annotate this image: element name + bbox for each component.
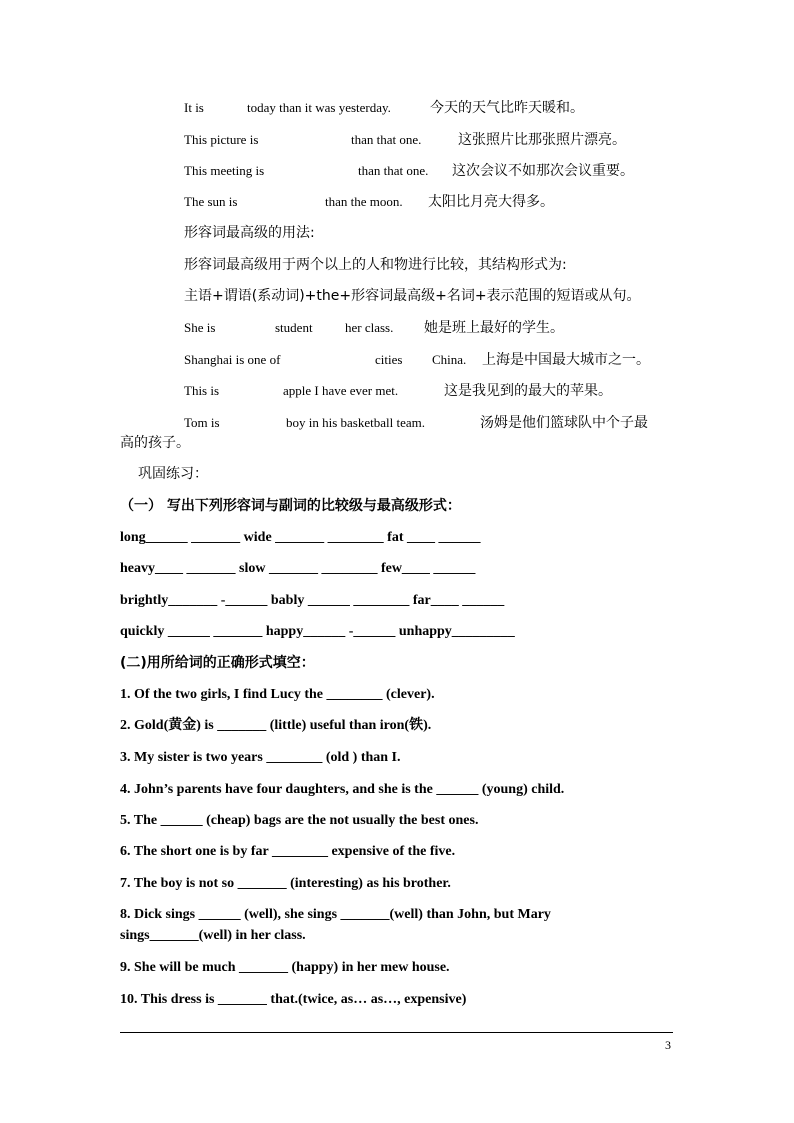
footer-divider — [120, 1032, 673, 1033]
example-en-part: Tom is — [184, 415, 220, 430]
example-en-part: China. — [432, 352, 467, 367]
example-cn: 上海是中国最大城市之一。 — [482, 352, 650, 368]
page-number: 3 — [665, 1038, 671, 1052]
example-cn: 她是班上最好的学生。 — [424, 320, 564, 336]
example-en-part: She is — [184, 320, 216, 335]
example-en-end: than the moon. — [325, 194, 403, 209]
section-1-row: heavy____ _______ slow _______ ________ few____ ______ — [120, 561, 476, 576]
superlative-description: 形容词最高级用于两个以上的人和物进行比较，其结构形式为: — [184, 257, 567, 273]
example-cn: 今天的天气比昨天暖和。 — [430, 100, 584, 116]
question-item: 10. This dress is _______ that.(twice, as… as…, expensive) — [120, 992, 467, 1007]
question-item: 1. Of the two girls, I find Lucy the ________ (clever). — [120, 687, 435, 702]
example-cn-continuation: 高的孩子。 — [120, 435, 190, 451]
question-item: 8. Dick sings ______ (well), she sings _______(well) than John, but Mary — [120, 907, 551, 922]
section-1-row: quickly ______ _______ happy______ -______ unhappy_________ — [120, 624, 515, 639]
example-en-end: than that one. — [351, 132, 422, 147]
superlative-formula: 主语+谓语(系动词)+the+形容词最高级+名词+表示范围的短语或从句。 — [184, 288, 641, 304]
example-en-start: It is — [184, 100, 204, 115]
example-en-end: than that one. — [358, 163, 429, 178]
example-en-end: today than it was yesterday. — [247, 100, 391, 115]
example-cn: 这次会议不如那次会议重要。 — [452, 163, 634, 179]
example-cn: 这张照片比那张照片漂亮。 — [458, 132, 626, 148]
example-en-part: This is — [184, 383, 220, 398]
question-item-continuation: sings_______(well) in her class. — [120, 928, 306, 943]
example-en-start: The sun is — [184, 194, 238, 209]
example-en-part: apple I have ever met. — [283, 383, 399, 398]
section-1-row: long______ _______ wide _______ ________ fat ____ ______ — [120, 530, 481, 545]
example-en-start: This picture is — [184, 132, 259, 147]
section-2-title: (二)用所给词的正确形式填空： — [120, 655, 315, 671]
example-en-part: boy in his basketball team. — [286, 415, 426, 430]
example-cn: 这是我见到的最大的苹果。 — [444, 383, 612, 399]
practice-title: 巩固练习： — [138, 466, 208, 482]
question-item: 5. The ______ (cheap) bags are the not usually the best ones. — [120, 813, 479, 828]
example-en-start: This meeting is — [184, 163, 265, 178]
question-item: 3. My sister is two years ________ (old ) than I. — [120, 750, 401, 765]
section-1-row: brightly_______ -______ bably ______ ________ far____ ______ — [120, 593, 505, 608]
example-en-part: cities — [375, 352, 403, 367]
example-cn: 汤姆是他们篮球队中个子最 — [480, 415, 648, 431]
question-item: 4. John’s parents have four daughters, and she is the ______ (young) child. — [120, 782, 565, 797]
example-en-part: student — [275, 320, 313, 335]
example-en-part: Shanghai is one of — [184, 352, 281, 367]
question-item: 7. The boy is not so _______ (interesting) as his brother. — [120, 876, 451, 891]
example-en-part: her class. — [345, 320, 394, 335]
example-cn: 太阳比月亮大得多。 — [428, 194, 554, 210]
question-item: 2. Gold(黄金) is _______ (little) useful than iron(铁). — [120, 718, 432, 733]
question-item: 6. The short one is by far ________ expensive of the five. — [120, 844, 456, 859]
superlative-heading: 形容词最高级的用法: — [184, 225, 315, 241]
question-item: 9. She will be much _______ (happy) in her mew house. — [120, 960, 450, 975]
section-1-title: （一） 写出下列形容词与副词的比较级与最高级形式： — [120, 498, 461, 514]
